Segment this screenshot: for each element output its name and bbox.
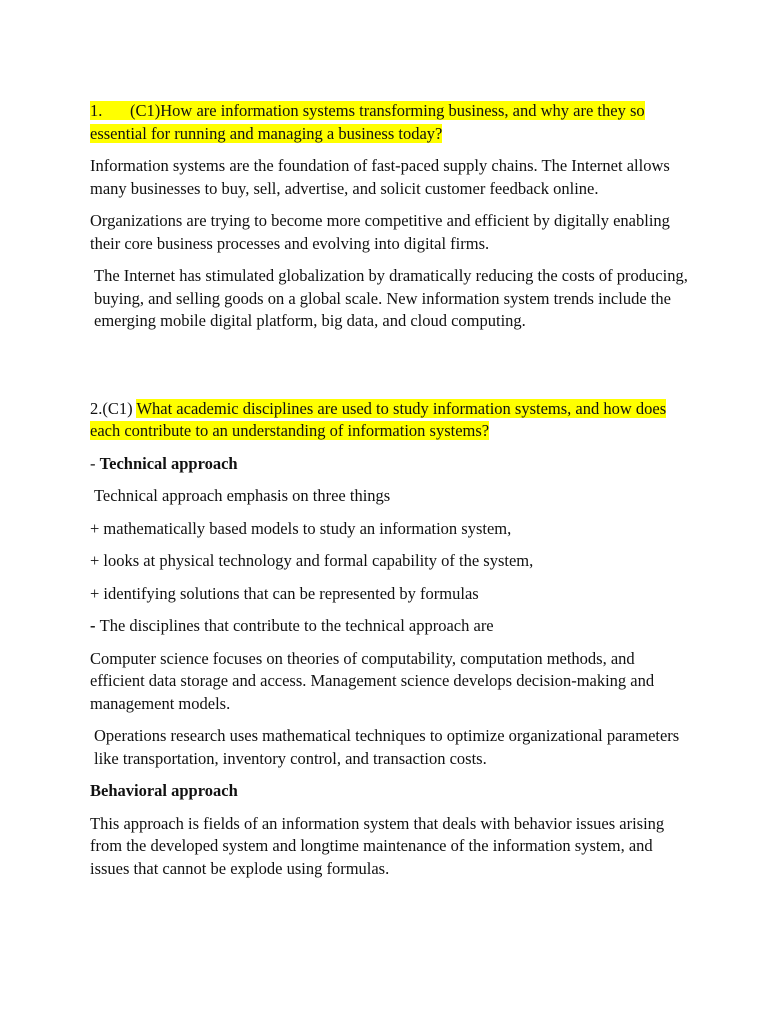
technical-heading-dash: - [90, 453, 100, 473]
q1-paragraph-2: Organizations are trying to become more competitive and efficient by digitally enabling their core business processes and evolving into digital firms. [90, 211, 670, 253]
q1-paragraph-1: Information systems are the foundation of fast-paced supply chains. The Internet allows many businesses to buy, sell, advertise, and solicit customer feedback online. [90, 156, 670, 198]
behavioral-paragraph: This approach is fields of an information system that deals with behavior issues arising from the developed system and longtime maintenance of the information system, and issues that cannot be explode using formulas. [90, 813, 665, 878]
technical-heading-text: Technical approach [99, 453, 238, 473]
question-1-text: (C1)How are information systems transforming business, and why are they so essential for running and managing a business today? [90, 101, 645, 143]
question-2-heading [90, 398, 690, 443]
question-1-number: 1. [90, 101, 103, 120]
question-1-heading [90, 100, 690, 145]
disciplines-dash: - [90, 616, 100, 635]
behavioral-approach-heading: Behavioral approach [90, 781, 238, 800]
technical-intro: Technical approach emphasis on three things [94, 486, 391, 505]
q1-paragraph-3: The Internet has stimulated globalization by dramatically reducing the costs of producing, buying, and selling goods on a global scale. New information system trends include the emerging mobile digital platform, big data, and cloud computing. [94, 266, 688, 330]
section-spacer [90, 343, 690, 398]
technical-approach-heading [90, 453, 690, 476]
disciplines-text: The disciplines that contribute to the technical approach are [99, 616, 494, 635]
q2-paragraph-2: Operations research uses mathematical techniques to optimize organizational parameters like transportation, inventory control, and transaction costs. [94, 726, 680, 768]
q2-paragraph-1: Computer science focuses on theories of computability, computation methods, and efficient data storage and access. Management science develops decision-making and management models. [90, 648, 655, 713]
question-2-text: What academic disciplines are used to study information systems, and how does each contribute to an understanding of information systems? [90, 398, 667, 440]
technical-bullet-1: + mathematically based models to study an information system, [90, 518, 512, 538]
technical-bullet-3: + identifying solutions that can be represented by formulas [90, 583, 479, 603]
disciplines-line [90, 615, 690, 638]
technical-bullet-2: + looks at physical technology and formal capability of the system, [90, 551, 534, 570]
document-content [90, 100, 690, 890]
question-2-prefix: 2.(C1) [90, 398, 137, 418]
question-1-highlight [90, 101, 645, 143]
